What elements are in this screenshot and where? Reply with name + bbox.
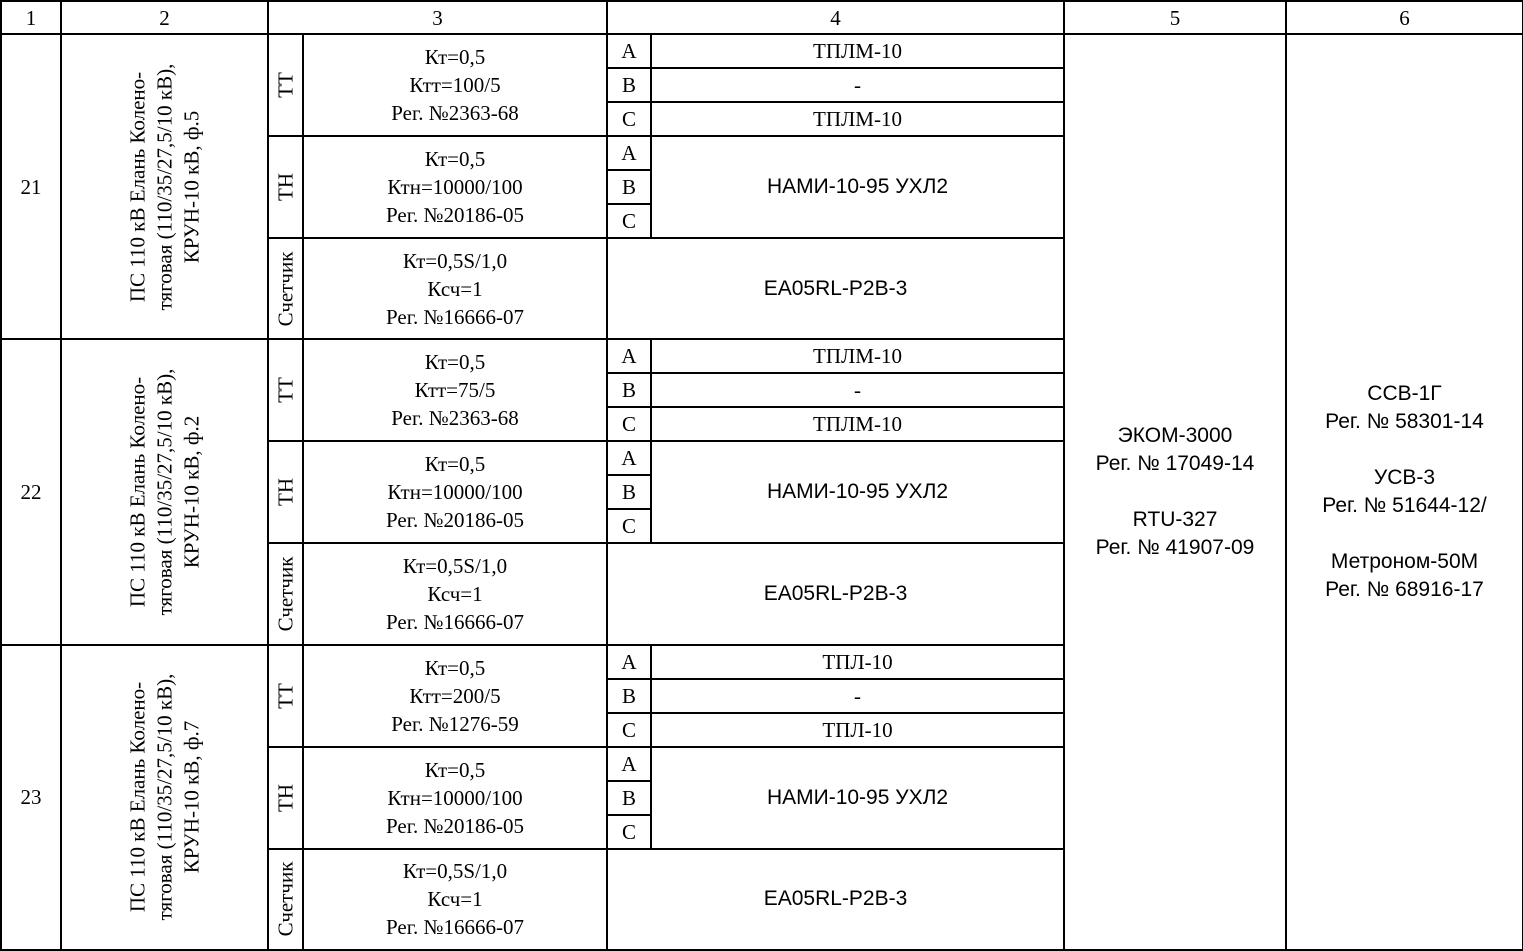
tn-label-text-wrap	[269, 137, 302, 237]
tn-model: НАМИ-10-95 УХЛ2	[651, 441, 1064, 543]
meter-params-text-line: Ксч=1	[427, 887, 483, 912]
meter-params-text-line: Кт=0,5S/1,0	[402, 248, 508, 273]
tt-phase: A	[607, 645, 651, 679]
time-sync-text-line: Рег. № 58301-14	[1325, 409, 1484, 433]
meter-params-text-line: Ксч=1	[427, 276, 483, 301]
tn-label-text-wrap	[269, 442, 302, 542]
tt-phase: A	[607, 34, 651, 68]
substation-name-text-wrap	[62, 646, 267, 949]
substation-name-text	[124, 63, 205, 310]
tn-params-text-line: Ктн=10000/100	[387, 175, 523, 199]
time-sync-text-line: ССВ-1Г	[1367, 381, 1442, 405]
table-row	[1, 34, 1523, 68]
tt-phase: B	[607, 679, 651, 713]
tn-label	[268, 747, 303, 849]
meter-params-text-line: Кт=0,5S/1,0	[402, 859, 508, 884]
tt-params	[303, 645, 607, 747]
substation-name	[61, 339, 268, 644]
time-sync-text-line: Метроном-50М	[1330, 549, 1479, 573]
tt-params-text-line: Кт=0,5	[424, 655, 486, 680]
tt-model: ТПЛ-10	[651, 713, 1064, 747]
tt-phase: C	[607, 102, 651, 136]
meter-params-text-line: Ксч=1	[427, 581, 483, 606]
tn-phase: C	[607, 509, 651, 543]
meter-label-text-wrap	[269, 850, 302, 949]
tt-params-text-line: Ктт=75/5	[414, 378, 496, 403]
tt-label-text: ТТ	[273, 72, 297, 98]
tn-label-text: ТН	[273, 478, 297, 507]
time-sync-text-line	[1287, 520, 1522, 548]
tt-label	[268, 34, 303, 136]
tt-label	[268, 645, 303, 747]
meter-label	[268, 543, 303, 644]
meter-label-text-wrap	[269, 239, 302, 338]
tn-params-text-line: Кт=0,5	[424, 147, 486, 171]
meter-params	[303, 543, 607, 644]
tt-label-text-wrap	[269, 646, 302, 746]
tt-params-text	[304, 654, 606, 738]
meter-label-text: Счетчик	[273, 251, 297, 327]
meter-label-text-wrap	[269, 544, 302, 643]
group-number: 22	[1, 339, 61, 644]
tt-label	[268, 339, 303, 441]
tt-phase: B	[607, 373, 651, 407]
tn-params-text-line: Кт=0,5	[424, 757, 486, 782]
controller-text-line: Рег. № 41907-09	[1095, 535, 1255, 559]
header-col-5: 5	[1064, 1, 1286, 34]
tt-phase: A	[607, 339, 651, 373]
header-col-1: 1	[1, 1, 61, 34]
meter-label-text: Счетчик	[273, 861, 297, 937]
meter-model: EA05RL-P2B-3	[607, 543, 1064, 644]
tn-label	[268, 136, 303, 238]
substation-name-text-wrap	[62, 340, 267, 643]
tt-model: ТПЛМ-10	[651, 102, 1064, 136]
time-sync-cell	[1286, 34, 1523, 950]
header-col-6: 6	[1286, 1, 1523, 34]
meter-label	[268, 849, 303, 950]
tn-phase: B	[607, 170, 651, 204]
tt-model: -	[651, 679, 1064, 713]
tn-params-text-line: Ктн=10000/100	[387, 480, 523, 505]
substation-name-text-wrap	[62, 35, 267, 338]
tt-params-text	[304, 348, 606, 432]
tn-params-text-line: Кт=0,5	[424, 452, 486, 477]
tt-label-text: ТТ	[273, 682, 297, 709]
substation-name-text-line: ПС 110 кВ Елань Колено-	[125, 682, 149, 913]
tn-params-text-line: Рег. №20186-05	[386, 508, 524, 533]
tn-model: НАМИ-10-95 УХЛ2	[651, 136, 1064, 238]
tn-model: НАМИ-10-95 УХЛ2	[651, 747, 1064, 849]
tt-model: -	[651, 68, 1064, 102]
tt-phase: C	[607, 713, 651, 747]
substation-name-text-line: тяговая (110/35/27,5/10 кВ),	[152, 63, 176, 310]
controller-cell	[1064, 34, 1286, 950]
tn-phase: C	[607, 815, 651, 849]
group-number: 23	[1, 645, 61, 950]
meter-params-text	[304, 857, 606, 941]
tn-params-text-line: Рег. №20186-05	[386, 203, 524, 227]
group-number: 21	[1, 34, 61, 339]
tt-label-text-wrap	[269, 35, 302, 135]
tt-params-text-line: Кт=0,5	[424, 45, 486, 69]
substation-name-text-line: КРУН-10 кВ, ф.2	[179, 415, 203, 569]
tt-params-text-line: Рег. №2363-68	[391, 101, 519, 125]
meter-model: EA05RL-P2B-3	[607, 238, 1064, 339]
tt-params-text-line: Рег. №1276-59	[391, 711, 519, 736]
tt-params	[303, 339, 607, 441]
tt-label-text: ТТ	[273, 377, 297, 404]
meter-label	[268, 238, 303, 339]
meter-params-text-line: Рег. №16666-07	[386, 609, 524, 634]
tn-params-text	[304, 145, 606, 229]
meter-params-text-line: Рег. №16666-07	[386, 915, 524, 940]
tn-params-text-line: Ктн=10000/100	[387, 785, 523, 810]
tt-params	[303, 34, 607, 136]
time-sync-text-line: УСВ-3	[1373, 465, 1436, 489]
controller-text-line: ЭКОМ-3000	[1117, 423, 1233, 447]
tt-phase: B	[607, 68, 651, 102]
tn-phase: B	[607, 475, 651, 509]
tt-model: ТПЛМ-10	[651, 407, 1064, 441]
controller-text-line: Рег. № 17049-14	[1095, 451, 1255, 475]
substation-name-text-line: ПС 110 кВ Елань Колено-	[125, 376, 149, 608]
substation-name-text-line: КРУН-10 кВ, ф.5	[179, 110, 203, 263]
header-col-2: 2	[61, 1, 268, 34]
tn-label-text: ТН	[273, 783, 297, 812]
meter-params	[303, 238, 607, 339]
tn-label-text-wrap	[269, 748, 302, 848]
meter-params-text-line: Кт=0,5S/1,0	[402, 553, 508, 578]
controller-text-line	[1065, 478, 1285, 506]
tt-params-text-line: Кт=0,5	[424, 350, 486, 375]
tn-phase: A	[607, 441, 651, 475]
time-sync-text-line: Рег. № 51644-12/	[1322, 493, 1487, 517]
substation-name-text	[124, 674, 205, 921]
tt-params-text-line: Ктт=200/5	[409, 683, 501, 708]
header-row	[1, 1, 1523, 34]
tn-params-text	[304, 450, 606, 534]
tn-params	[303, 441, 607, 543]
tn-phase: B	[607, 781, 651, 815]
tt-model: ТПЛМ-10	[651, 339, 1064, 373]
tt-params-text-line: Ктт=100/5	[409, 73, 501, 97]
tn-params	[303, 747, 607, 849]
tn-label-text: ТН	[273, 173, 297, 201]
tt-params-text-line: Рег. №2363-68	[391, 406, 519, 431]
tn-phase: A	[607, 747, 651, 781]
tt-model: ТПЛ-10	[651, 645, 1064, 679]
tn-params	[303, 136, 607, 238]
meter-model: EA05RL-P2B-3	[607, 849, 1064, 950]
tt-params-text	[304, 43, 606, 127]
meter-params-text-line: Рег. №16666-07	[386, 304, 524, 329]
substation-name	[61, 34, 268, 339]
tn-label	[268, 441, 303, 543]
tt-label-text-wrap	[269, 340, 302, 440]
header-col-4: 4	[607, 1, 1064, 34]
substation-name-text-line: тяговая (110/35/27,5/10 кВ),	[152, 673, 176, 921]
meter-params-text	[304, 552, 606, 636]
tn-phase: C	[607, 204, 651, 238]
header-col-3: 3	[268, 1, 607, 34]
controller-text	[1065, 422, 1285, 562]
time-sync-text-line	[1287, 436, 1522, 464]
tt-model: -	[651, 373, 1064, 407]
substation-name-text-line: КРУН-10 кВ, ф.7	[179, 720, 203, 874]
meter-params	[303, 849, 607, 950]
tn-params-text-line: Рег. №20186-05	[386, 813, 524, 838]
meter-params-text	[304, 247, 606, 331]
substation-name-text-line: ПС 110 кВ Елань Колено-	[125, 71, 149, 302]
time-sync-text-line: Рег. № 68916-17	[1325, 577, 1484, 601]
controller-text-line: RTU-327	[1132, 507, 1218, 531]
substation-name-text	[124, 369, 205, 616]
tn-phase: A	[607, 136, 651, 170]
tn-params-text	[304, 756, 606, 840]
tt-phase: C	[607, 407, 651, 441]
substation-name-text-line: тяговая (110/35/27,5/10 кВ),	[152, 368, 176, 616]
tt-model: ТПЛМ-10	[651, 34, 1064, 68]
time-sync-text	[1287, 380, 1522, 604]
meter-label-text: Счетчик	[273, 556, 297, 632]
substation-name	[61, 645, 268, 950]
